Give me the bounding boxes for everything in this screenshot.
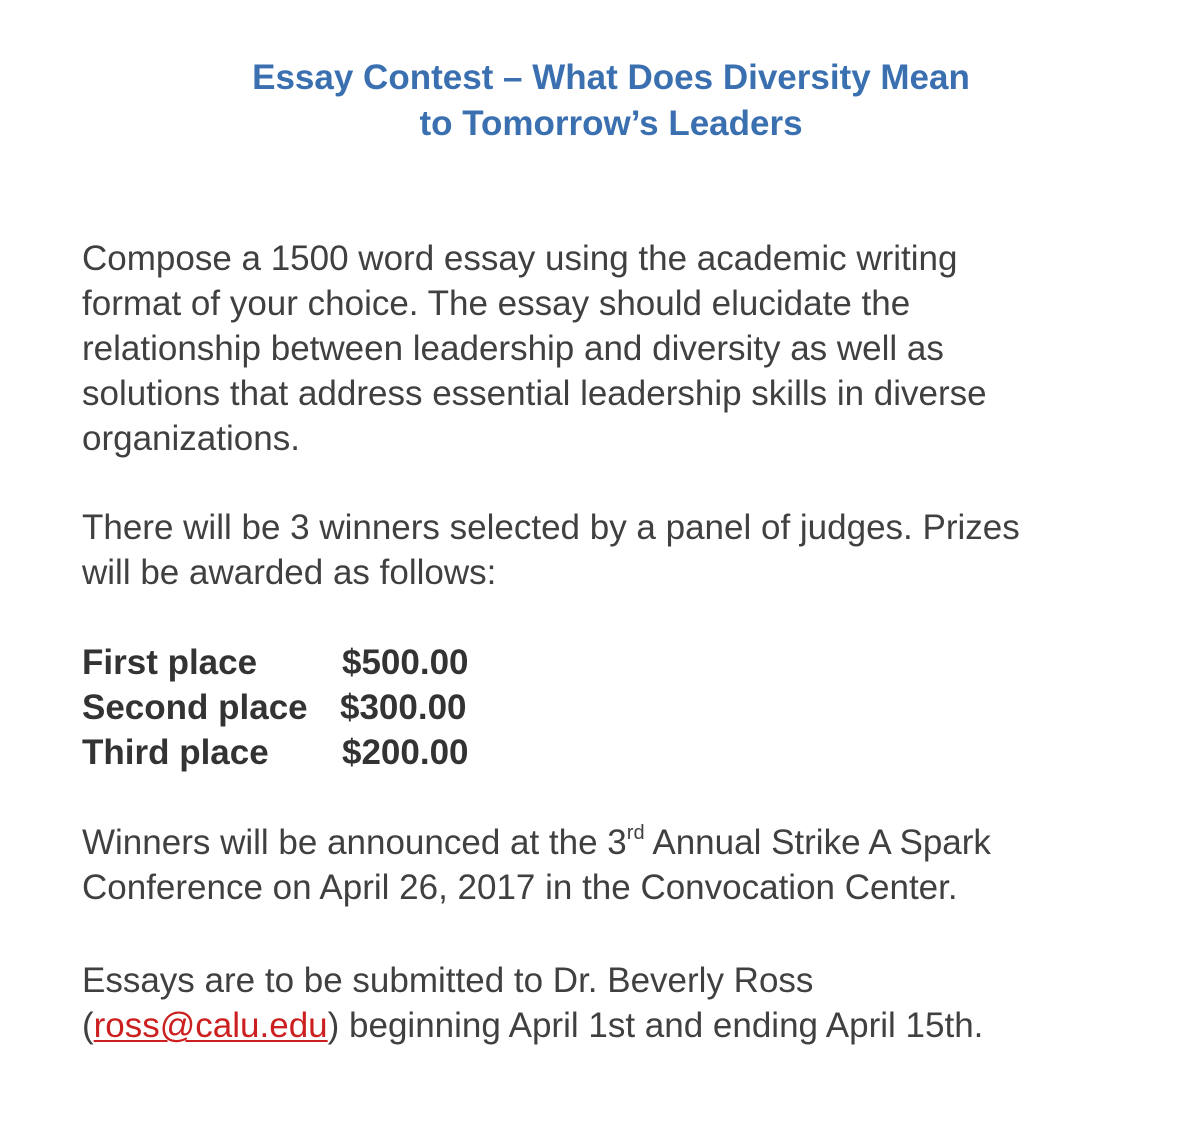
submission-text: ) beginning April 1st and ending April 15th.	[327, 1006, 984, 1045]
contest-title	[0, 55, 1200, 147]
paragraph-line: Conference on April 26, 2017 in the Convocation Center.	[82, 868, 958, 907]
paren-open: (	[82, 1006, 94, 1045]
paragraph-line: will be awarded as follows:	[82, 553, 497, 592]
prize-place: Third place	[82, 733, 269, 772]
paragraph-line	[82, 1003, 1162, 1048]
winners-paragraph	[82, 505, 1162, 595]
title-line-2: to Tomorrow’s Leaders	[419, 104, 803, 143]
paragraph-line	[82, 820, 1162, 865]
prize-place: First place	[82, 643, 258, 682]
essay-instructions-paragraph	[82, 236, 1162, 461]
prize-amount: $200.00	[342, 733, 469, 772]
prize-amount: $300.00	[340, 688, 467, 727]
paragraph-line: relationship between leadership and diversity as well as	[82, 329, 944, 368]
ordinal-suffix: rd	[626, 822, 645, 845]
prize-list	[82, 640, 469, 775]
email-link[interactable]: ross@calu.edu	[93, 1006, 328, 1045]
submission-paragraph	[82, 958, 1162, 1048]
prize-place: Second place	[82, 688, 308, 727]
paragraph-line: format of your choice. The essay should elucidate the	[82, 284, 911, 323]
prize-row-first	[82, 640, 469, 685]
paragraph-line: solutions that address essential leadership skills in diverse	[82, 374, 987, 413]
paragraph-line: Compose a 1500 word essay using the academic writing	[82, 239, 958, 278]
announcement-paragraph	[82, 820, 1162, 910]
title-line-1: Essay Contest – What Does Diversity Mean	[252, 58, 970, 97]
prize-row-third	[82, 730, 469, 775]
prize-amount: $500.00	[342, 643, 469, 682]
announcement-text: Annual Strike A Spark	[644, 823, 991, 862]
paragraph-line: organizations.	[82, 419, 300, 458]
paragraph-line: Essays are to be submitted to Dr. Beverly Ross	[82, 961, 814, 1000]
paragraph-line: There will be 3 winners selected by a panel of judges. Prizes	[82, 508, 1020, 547]
announcement-text: Winners will be announced at the 3	[82, 823, 627, 862]
prize-row-second	[82, 685, 469, 730]
